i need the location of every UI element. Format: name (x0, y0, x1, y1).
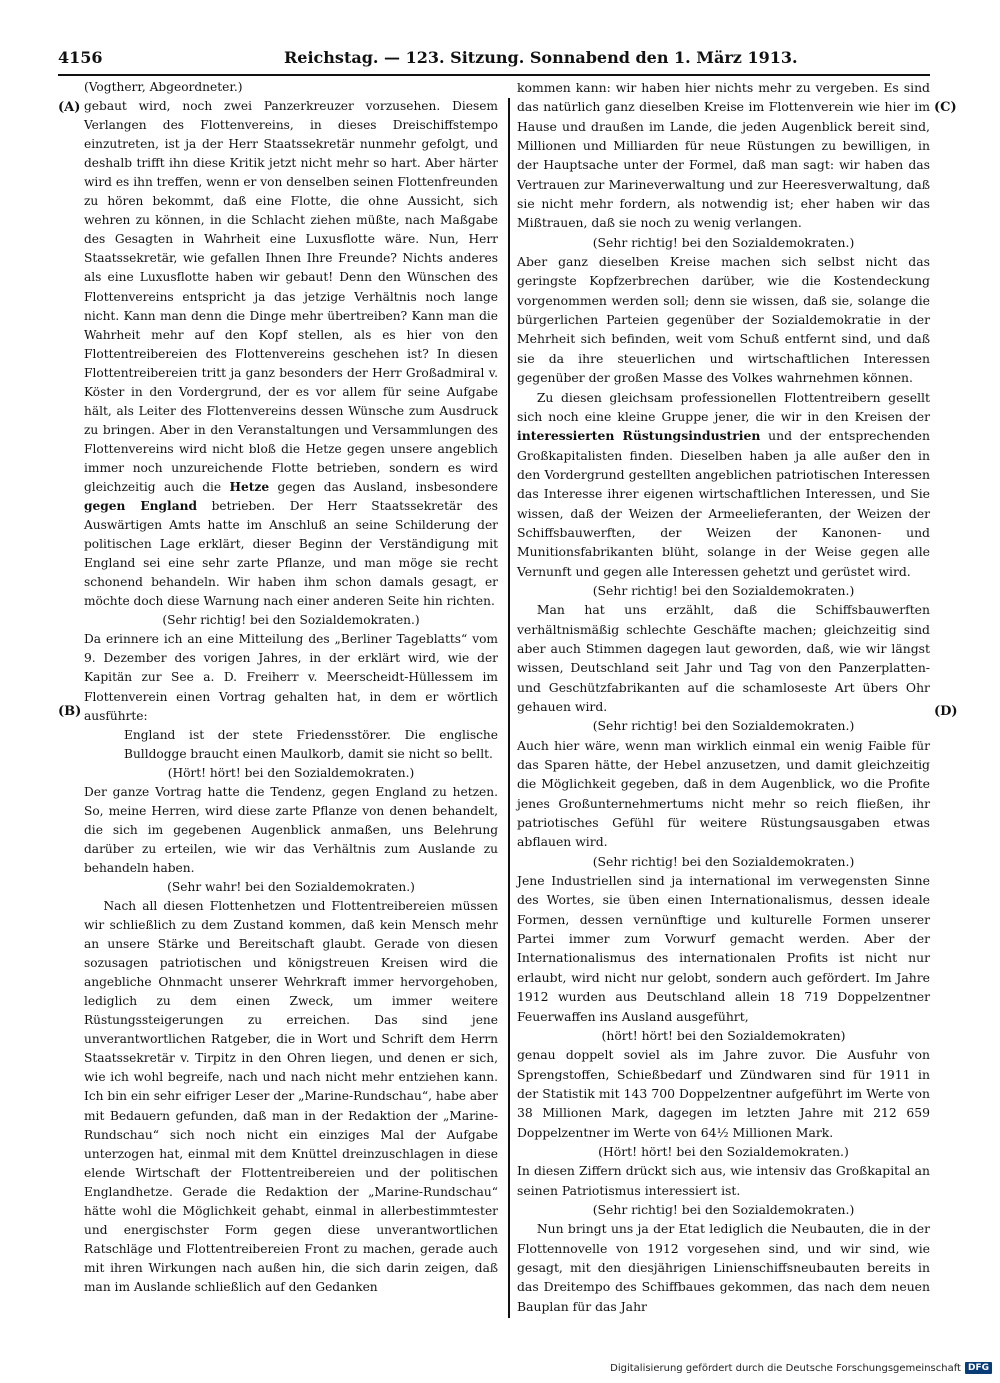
paragraph: Nach all diesen Flottenhetzen und Flottentreibereien müssen wir schließlich zu dem Zustand kommen, daß kein Mensch mehr an unsere Stärke und Bereitschaft glaubt. Gerade von diesen sozusagen patriotischen und königstreuen Kreisen wird die angebliche Ohnmacht unserer Wehrkraft immer hervorgehoben, lediglich zu dem einen Zweck, um immer weitere Rüstungssteigerungen zu erreichen. Das sind jene unverantwortlichen Ratgeber, die in Wort und Schrift dem Herrn Staatssekretär v. Tirpitz in den Ohren liegen, und denen er sich, wie ich wohl begreife, nach und nach nicht mehr entziehen kann. Ich bin ein sehr eifriger Leser der „Marine-Rundschau“, habe aber mit Bedauern gefunden, daß man in der Redaktion der „Marine-Rundschau“ sich noch nicht ein einziges Mal der Aufgabe unterzogen hat, einmal mit dem Knüttel dreinzuschlagen in diese elende Wirtschaft der Flottentreibereien und der politischen Englandhetze. Gerade die Redaktion der „Marine-Rundschau“ hätte wohl die Möglichkeit gehabt, einmal in allerbestimmtester und energischster Form gegen diese unverantwortlichen Ratschläge und Flottentreibereien Front zu machen, gerade auch mit ihren Wirkungen nach außen hin, die sich darin zeigen, daß man im Auslande schließlich auf den Gedanken (84, 899, 498, 1294)
paragraph (84, 97, 498, 611)
page-header (58, 48, 930, 72)
footer-text: Digitalisierung gefördert durch die Deutsche Forschungsgemeinschaft (610, 1362, 961, 1374)
emphasis: Hetze (229, 479, 270, 494)
dfg-logo: DFG (965, 1362, 992, 1374)
interjection: (Hört! hört! bei den Sozialdemokraten.) (167, 765, 415, 780)
interjection: (Hört! hört! bei den Sozialdemokraten.) (598, 1143, 849, 1159)
margin-marker-b: (B) (58, 704, 82, 719)
text-run: gebaut wird, noch zwei Panzerkreuzer vorzusehen. Diesem Verlangen des Flottenvereins, in dieses Dreischiffstempo einzutreten, ist ja der Herr Staatssekretär nunmehr gefolgt, und deshalb trifft ihn diese Kritik jetzt nicht mehr so hart. Aber härter wird es ihn treffen, wenn er von denselben seinen Flottenfreunden zu hören bekommt, daß eine Flotte, die ohne Aussicht, sich wehren zu können, in die Schlacht ziehen müßte, nach Maßgabe des Gesagten in Wahrheit eine Luxusflotte wäre. Nun, Herr Staatssekretär, wie gefallen Ihnen Ihre Freunde? Nichts anderes als eine Luxusflotte haben wir gebaut! Denn den Wünschen des Flottenvereins entspricht ja das jetzige Verhältnis noch lange nicht. Kann man denn die Dinge mehr übertreiben? Kann man die Wahrheit mehr auf den Kopf stellen, als es hier von den Flottentreibereien des Flottenvereins geschehen ist? In diesen Flottentreibereien tritt ja ganz besonders der Herr Großadmiral v. Köster in den Vordergrund, der es vor allem für seine Aufgabe hält, als Leiter des Flottenvereins dessen Wünsche zum Ausdruck zu bringen. Aber in den Veranstaltungen und Versammlungen des Flottenvereins wird nicht bloß die Hetze gegen unsere angeblich immer noch unzureichende Flotte betrieben, sondern es wird gleichzeitig auch die (84, 99, 498, 494)
interjection: (Sehr richtig! bei den Sozialdemokraten.) (592, 234, 855, 250)
interjection: (Sehr richtig! bei den Sozialdemokraten.) (162, 613, 420, 628)
paragraph: kommen kann: wir haben hier nichts mehr zu vergeben. Es sind das natürlich ganz dieselben Kreise im Flottenverein wie hier im Hause und draußen im Lande, die jeden Augenblick bereit sind, Millionen und Milliarden für neue Rüstungen zu bewilligen, in der Hauptsache unter der Formel, daß man sagt: wir haben das Vertrauen zur Marineverwaltung und zur Heeresverwaltung, daß sie nicht mehr fordern, als notwendig ist; eher haben wir das Mißtrauen, daß sie noch zu wenig verlangen. (517, 80, 930, 231)
interjection: (Sehr richtig! bei den Sozialdemokraten.) (592, 1201, 855, 1217)
block-quote: England ist der stete Friedensstörer. Die englische Bulldogge braucht einen Maulkorb, damit sie nicht so bellt. (124, 727, 498, 761)
interjection: (hört! hört! bei den Sozialdemokraten) (601, 1027, 846, 1043)
paragraph: In diesen Ziffern drückt sich aus, wie intensiv das Großkapital an seinen Patriotismus interessiert ist. (517, 1163, 930, 1198)
interjection: (Sehr richtig! bei den Sozialdemokraten.) (592, 582, 855, 598)
margin-marker-a: (A) (58, 100, 81, 115)
emphasis: interessierten Rüstungsindustrien (517, 428, 761, 444)
paragraph: Man hat uns erzählt, daß die Schiffsbauwerften verhältnismäßig schlechte Geschäfte machen; gleichzeitig sind aber auch Stimmen dagegen laut geworden, daß, wie wir längst wissen, Deutschland seit Jahr und Tag von den Panzerplatten- und Geschützfabrikanten auf die schamloseste Art übers Ohr gehauen wird. (517, 602, 930, 714)
interjection: (Sehr richtig! bei den Sozialdemokraten.) (592, 853, 855, 869)
text-run: gegen das Ausland, insbesondere (269, 479, 498, 494)
paragraph: Aber ganz dieselben Kreise machen sich selbst nicht das geringste Kopfzerbrechen darüber, wie die Kostendeckung vorgenommen werden soll; denn sie wissen, daß sie, solange die bürgerlichen Parteien gegenüber der Sozialdemokratie in der Mehrheit sich befinden, weit vom Schuß entfernt sind, und daß sie da ihre steuerlichen und wirtschaftlichen Interessen gegenüber der großen Masse des Volkes wahrnehmen können. (517, 254, 930, 386)
margin-marker-d: (D) (934, 704, 958, 719)
paragraph: Jene Industriellen sind ja international im verwegensten Sinne des Wortes, sie üben einen Internationalismus, dessen ideale Formen, dessen vernünftige und kulturelle Formen unserer Partei immer zum Vorwurf gemacht werden. Aber der Internationalismus des internationalen Profits ist nicht nur erlaubt, wird nicht nur gelobt, sondern auch gefördert. Im Jahre 1912 wurden aus Deutschland allein 18 719 Doppelzentner Feuerwaffen ins Ausland ausgeführt, (517, 873, 930, 1024)
left-column (84, 78, 498, 1297)
speaker-label: (Vogtherr, Abgeordneter.) (84, 80, 243, 94)
paragraph (517, 388, 930, 581)
text-run: und der entsprechenden Großkapitalisten finden. Dieselben haben ja alle außer den in den Vordergrund gestellten angeblichen patriotischen Interessen das Interesse ihrer eigenen wirtschaftlichen Interessen, und Sie wissen, daß der Weizen der Armeelieferanten, der Weizen der Schiffsbauwerften, der Weizen der Kanonen- und Munitionsfabrikanten blüht, solange in der Weise gegen alle Vernunft und gegen alle Interessen gehetzt und gerüstet wird. (517, 428, 930, 579)
paragraph: Nun bringt uns ja der Etat lediglich die Neubauten, die in der Flottennovelle von 1912 vorgesehen sind, und wir sind, wie gesagt, mit den diesjährigen Linienschiffsneubauten bereits in das Dreitempo des Schiffbaues gekommen, das nach dem neuen Bauplan für das Jahr (517, 1221, 930, 1314)
interjection: (Sehr wahr! bei den Sozialdemokraten.) (167, 879, 415, 894)
header-rule (58, 74, 930, 76)
emphasis: gegen England (84, 499, 197, 514)
column-divider (508, 98, 510, 1318)
paragraph: Der ganze Vortrag hatte die Tendenz, gegen England zu hetzen. So, meine Herren, wird diese zarte Pflanze von denen behandelt, die sich im gegebenen Augenblick anmaßen, uns Belehrung darüber zu erteilen, wie wir das Verhältnis zum Auslande zu behandeln haben. (84, 784, 498, 875)
margin-marker-c: (C) (934, 100, 957, 115)
paragraph: genau doppelt soviel als im Jahre zuvor. Die Ausfuhr von Sprengstoffen, Schießbedarf und Zündwaren sind für 1911 in der Statistik mit 143 700 Doppelzentner aufgeführt im Werte von 38 Millionen Mark, dagegen im letzten Jahre mit 212 659 Doppelzentner im Werte von 64½ Millionen Mark. (517, 1047, 930, 1140)
page-number: 4156 (58, 48, 103, 67)
paragraph: Auch hier wäre, wenn man wirklich einmal ein wenig Faible für das Sparen hätte, der Hebel anzusetzen, und damit gleichzeitig die Möglichkeit gegeben, daß in dem Augenblick, wo die Profite jenes Großunternehmertums nicht mehr so reich fließen, ihr patriotisches Gefühl für weitere Rüstungsausgaben etwas abflauen wird. (517, 737, 930, 850)
paragraph: Da erinnere ich an eine Mitteilung des „Berliner Tageblatts“ vom 9. Dezember des vorigen Jahres, in der erklärt wird, wie der Kapitän zur See a. D. Freiherr v. Meerscheidt-Hüllessem im Flottenverein einen Vortrag gehalten hat, in dem er wörtlich ausführte: (84, 632, 498, 723)
page-title: Reichstag. — 123. Sitzung. Sonnabend den 1. März 1913. (284, 48, 798, 67)
right-column (517, 78, 930, 1316)
text-run: Zu diesen gleichsam professionellen Flottentreibern gesellt sich noch eine kleine Gruppe jener, die wir in den Kreisen der (517, 389, 930, 424)
interjection: (Sehr richtig! bei den Sozialdemokraten.) (592, 718, 855, 734)
footer-credit (610, 1362, 992, 1374)
text-run: betrieben. Der Herr Staatssekretär des Auswärtigen Amts hatte im Anschluß an seine Schilderung der politischen Lage erklärt, dieser Beginn der Verständigung mit England sei eine sehr zarte Pflanze, und man möge sie recht schonend behandeln. Wir haben ihm schon damals gesagt, er möchte doch diese Warnung nach einer anderen Seite hin richten. (84, 499, 498, 609)
